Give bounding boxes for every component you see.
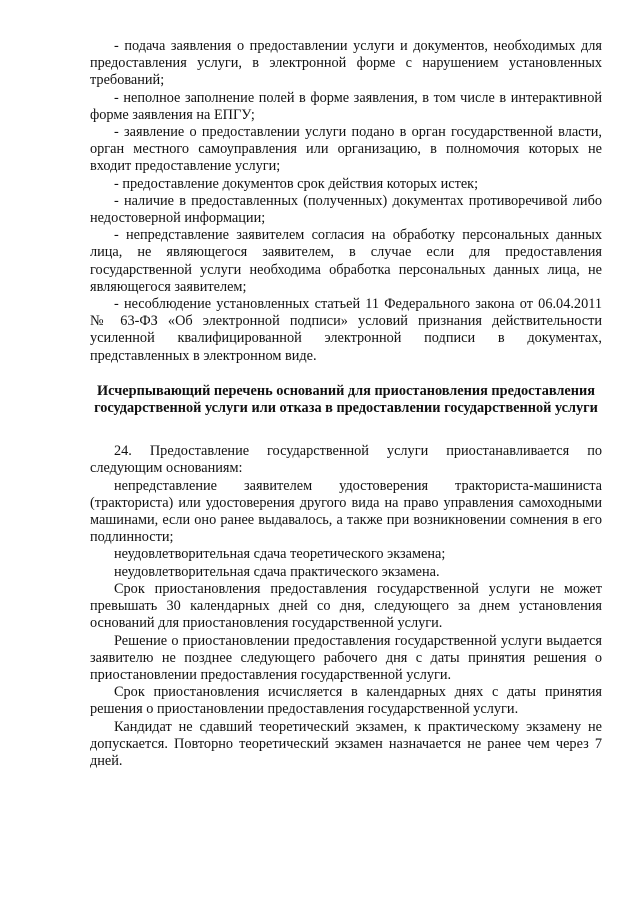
paragraph: Срок приостановления предоставления государственной услуги не может превышать 30 календарных дней со дня, следующего за днем установления оснований для приостановления государственной услуги. [90, 580, 602, 632]
list-item: - наличие в предоставленных (полученных) документах противоречивой либо недостоверной информации; [90, 192, 602, 227]
list-item: - непредставление заявителем согласия на обработку персональных данных лица, не являющегося заявителем, в случае если для предоставления государственной услуги необходима обработка персональных данных лица, не являющегося заявителем; [90, 227, 602, 295]
list-item: - подача заявления о предоставлении услуги и документов, необходимых для предоставления услуги, в электронной форме с нарушением установленных требований; [90, 38, 602, 89]
spacer [90, 365, 602, 383]
list-item: - заявление о предоставлении услуги подано в орган государственной власти, орган местного самоуправления или организацию, в полномочия которых не входит предоставление услуги; [90, 124, 602, 175]
paragraph: непредставление заявителем удостоверения тракториста-машиниста (тракториста) или удостоверения другого вида на право управления самоходными машинами, если оно ранее выдавалось, а также при возникновении сомнения в его подлинности; [90, 477, 602, 546]
spacer [90, 417, 602, 443]
paragraph: Срок приостановления исчисляется в календарных днях с даты принятия решения о приостановлении предоставления государственной услуги. [90, 684, 602, 718]
paragraph: Кандидат не сдавший теоретический экзамен, к практическому экзамену не допускается. Повторно теоретический экзамен назначается не ранее чем через 7 дней. [90, 718, 602, 769]
paragraph: неудовлетворительная сдача теоретического экзамена; [114, 546, 446, 563]
section-heading: Исчерпывающий перечень оснований для приостановления предоставления государственной услуги или отказа в предоставлении государственной услуги [94, 382, 598, 417]
refusal-grounds-list [90, 38, 602, 365]
list-item: - неполное заполнение полей в форме заявления, в том числе в интерактивной форме заявления на ЕПГУ; [90, 89, 602, 123]
paragraph: неудовлетворительная сдача практического экзамена. [114, 563, 440, 580]
paragraph: 24. Предоставление государственной услуги приостанавливается по следующим основаниям: [90, 443, 602, 477]
paragraph: Решение о приостановлении предоставления государственной услуги выдается заявителю не позднее следующего рабочего дня с даты принятия решения о приостановлении предоставления государственной услуги. [90, 632, 602, 683]
list-item: - несоблюдение установленных статьей 11 Федерального закона от 06.04.2011 № 63-ФЗ «Об электронной подписи» условий признания действительности усиленной квалифицированной электронной подписи в документах, представленных в электронном виде. [90, 296, 602, 364]
suspension-section [90, 443, 602, 770]
list-item: - предоставление документов срок действия которых истек; [114, 175, 479, 192]
